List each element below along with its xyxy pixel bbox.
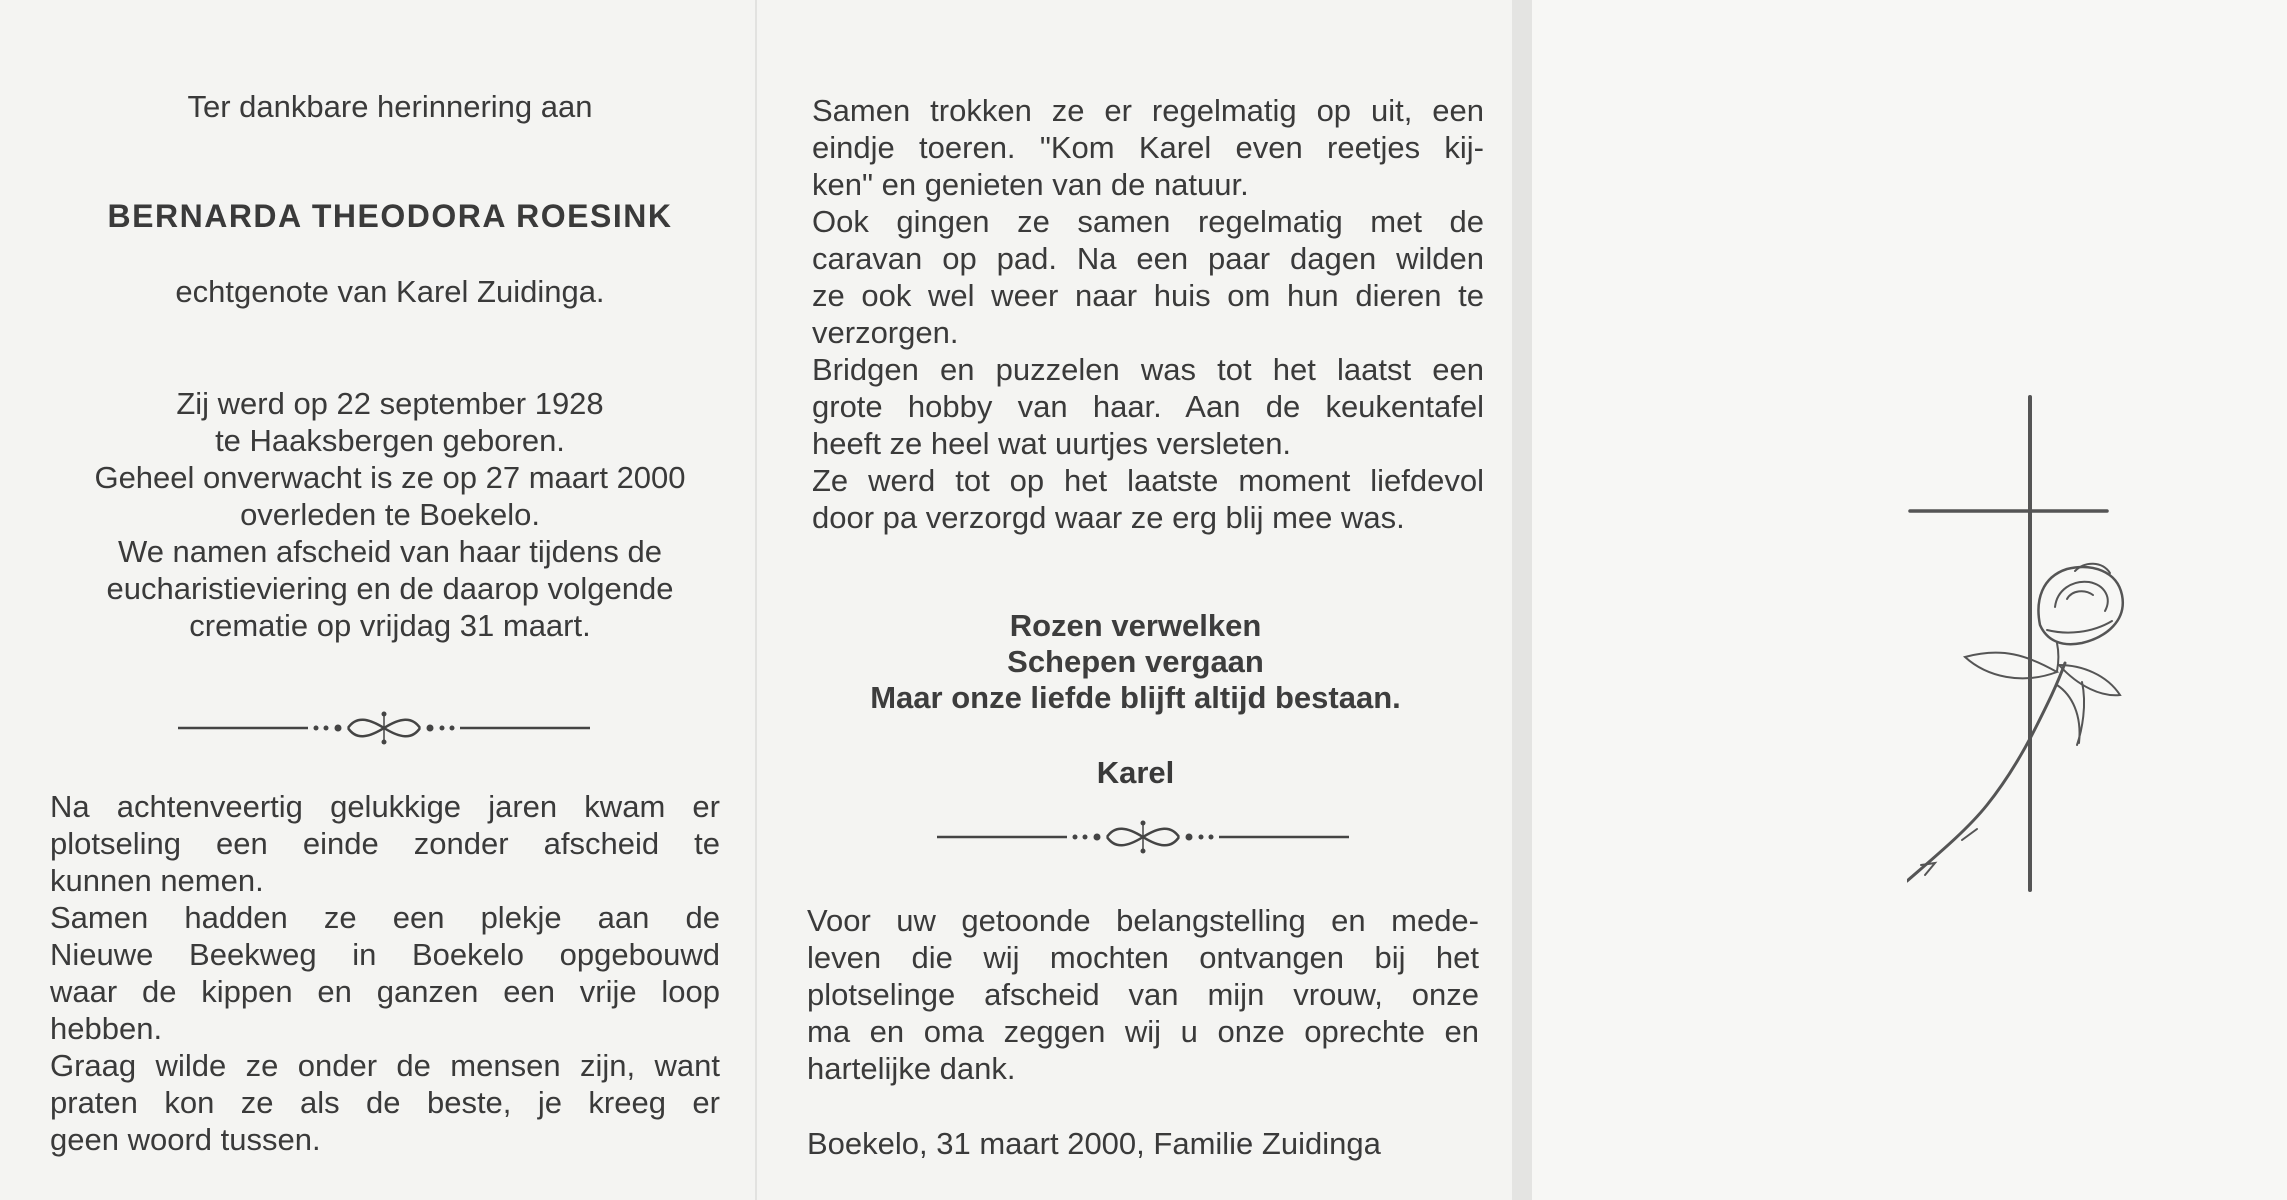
life-dates-line: crematie op vrijdag 31 maart. [189,608,591,643]
story-line: plotseling een einde zonder afscheid te [50,826,720,861]
thanks-line: hartelijke dank. [807,1051,1016,1086]
story-line: caravan op pad. Na een paar dagen wilden [812,241,1484,276]
story-line: waar de kippen en ganzen een vrije loop [50,974,720,1009]
story-line: door pa verzorgd waar ze erg blij mee was. [812,500,1405,535]
story-line: Bridgen en puzzelen was tot het laatst een [812,352,1484,387]
right-panel [1532,0,2287,1200]
story-line: kunnen nemen. [50,863,264,898]
card-fold-gap [1512,0,1532,1200]
life-story-left [50,788,720,1158]
cross-with-rose-icon [1907,385,2147,895]
story-line: eindje toeren. "Kom Karel even reetjes kij- [812,130,1484,165]
story-line: Na achtenveertig gelukkige jaren kwam er [50,789,720,824]
story-line: Graag wilde ze onder de mensen zijn, want [50,1048,720,1083]
left-panel [0,0,755,1200]
thanks-line: leven die wij mochten ontvangen bij het [807,940,1479,975]
story-line: Samen hadden ze een plekje aan de [50,900,720,935]
story-line: hebben. [50,1011,163,1046]
memorial-poem [757,608,1514,716]
story-line: Ze werd tot op het laatste moment liefdevol [812,463,1484,498]
story-line: verzorgen. [812,315,959,350]
poem-line: Maar onze liefde blijft altijd bestaan. [870,680,1401,715]
life-dates-line: eucharistieviering en de daarop volgende [106,571,674,606]
story-line: grote hobby van haar. Aan de keukentafel [812,389,1484,424]
poem-signer: Karel [1096,755,1175,790]
story-line: Samen trokken ze er regelmatig op uit, een [812,93,1484,128]
intro-text: Ter dankbare herinnering aan [187,89,593,124]
life-dates-line: We namen afscheid van haar tijdens de [118,534,662,569]
life-dates-line: Zij werd op 22 september 1928 [176,386,604,421]
story-line: praten kon ze als de beste, je kreeg er [50,1085,720,1120]
poem-line: Rozen verwelken [1009,608,1262,643]
story-line: ken" en genieten van de natuur. [812,167,1249,202]
thanks-line: plotselinge afscheid van mijn vrouw, onze [807,977,1479,1012]
story-line: ze ook wel weer naar huis om hun dieren te [812,278,1484,313]
poem-line: Schepen vergaan [1007,644,1264,679]
story-line: geen woord tussen. [50,1122,321,1157]
spouse-text: echtgenote van Karel Zuidinga. [175,274,605,309]
story-line: Ook gingen ze samen regelmatig met de [812,204,1484,239]
thanks-text [807,902,1479,1087]
life-dates-block [40,385,740,644]
life-dates-line: overleden te Boekelo. [240,497,540,532]
middle-panel [755,0,1512,1200]
life-story-middle [812,92,1484,536]
ornament-divider-icon [178,708,590,748]
deceased-name: BERNARDA THEODORA ROESINK [107,198,673,234]
ornament-divider-icon [937,817,1349,857]
life-dates-line: te Haaksbergen geboren. [215,423,565,458]
story-line: Nieuwe Beekweg in Boekelo opgebouwd [50,937,720,972]
thanks-line: Voor uw getoonde belangstelling en mede- [807,903,1479,938]
story-line: heeft ze heel wat uurtjes versleten. [812,426,1292,461]
life-dates-line: Geheel onverwacht is ze op 27 maart 2000 [94,460,686,495]
closing-line: Boekelo, 31 maart 2000, Familie Zuidinga [807,1126,1381,1161]
thanks-line: ma en oma zeggen wij u onze oprechte en [807,1014,1479,1049]
